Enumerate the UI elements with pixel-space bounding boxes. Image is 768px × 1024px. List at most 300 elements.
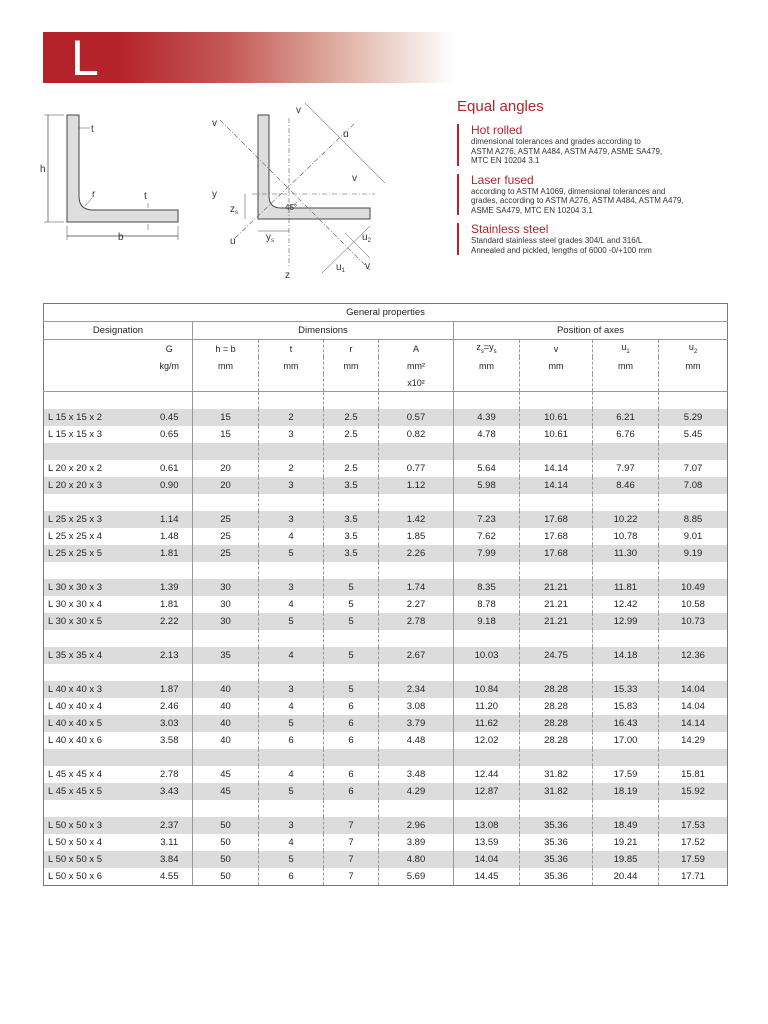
legend-block-laser-fused — [457, 174, 737, 216]
cell-zs-ys: 8.35 — [454, 579, 520, 596]
cell-v: 17.68 — [520, 511, 593, 528]
cell-v: 31.82 — [520, 766, 593, 783]
cell-t: 2 — [259, 460, 324, 477]
cell-zs-ys: 8.78 — [454, 596, 520, 613]
col-u1: $u_1$ — [593, 340, 659, 358]
table-spacer-row — [44, 664, 728, 681]
cell-u2: 14.04 — [659, 698, 728, 715]
cell-designation: L 50 x 50 x 6 — [44, 868, 147, 886]
table-spacer-row — [44, 749, 728, 766]
cell-G: 0.65 — [160, 429, 179, 440]
cell-u1: 17.59 — [593, 766, 659, 783]
legend-line: ASME SA479, MTC EN 10204 3.1 — [471, 205, 593, 215]
legend-block-stainless-steel — [457, 223, 737, 255]
cell-r: 5 — [324, 647, 379, 664]
cell-designation: L 35 x 35 x 4 — [44, 647, 147, 664]
cell-G: 2.46 — [160, 701, 179, 712]
cell-G: 3.11 — [160, 837, 179, 848]
cell-hb: 50 — [193, 817, 259, 834]
cell-A: 0.82 — [379, 426, 454, 443]
cell-t: 5 — [259, 851, 324, 868]
cell-r: 7 — [324, 868, 379, 886]
cell-u1: 17.00 — [593, 732, 659, 749]
cell-u1: 16.43 — [593, 715, 659, 732]
legend-line: ASTM A276, ASTM A484, ASTM A479, ASME SA479, — [471, 146, 663, 156]
cell-A: 1.85 — [379, 528, 454, 545]
cell-designation: L 20 x 20 x 3 — [44, 477, 147, 494]
table-row — [44, 868, 728, 886]
table-spacer-row — [44, 800, 728, 817]
cell-u2: 7.08 — [659, 477, 728, 494]
cell-hb: 30 — [193, 613, 259, 630]
label-v-top: v — [296, 105, 301, 116]
cell-hb: 40 — [193, 732, 259, 749]
table-row — [44, 511, 728, 528]
cell-hb: 20 — [193, 460, 259, 477]
cell-v: 21.21 — [520, 596, 593, 613]
cell-u1: 11.81 — [593, 579, 659, 596]
cell-G: 4.55 — [147, 868, 193, 886]
cell-designation: L 15 x 15 x 2 — [44, 409, 147, 426]
table-row — [44, 715, 728, 732]
table-body — [44, 392, 728, 886]
cell-u1: 6.21 — [593, 409, 659, 426]
cell-G: 3.58 — [160, 735, 179, 746]
cell-hb: 45 — [193, 783, 259, 800]
cell-G: 2.78 — [160, 769, 179, 780]
cell-u2: 10.49 — [659, 579, 728, 596]
cell-u1: 6.76 — [593, 426, 659, 443]
cell-A: 2.26 — [379, 545, 454, 562]
label-r: r — [92, 189, 96, 200]
cell-hb: 40 — [193, 715, 259, 732]
cell-u1: 18.49 — [593, 817, 659, 834]
cell-v: 10.61 — [520, 426, 593, 443]
cell-A: 2.27 — [379, 596, 454, 613]
cell-v: 21.21 — [520, 579, 593, 596]
cell-u2: 10.58 — [659, 596, 728, 613]
cell-G: 0.90 — [147, 477, 193, 494]
cell-zs-ys: 13.59 — [454, 834, 520, 851]
cell-A: 2.78 — [379, 613, 454, 630]
cell-r: 6 — [324, 766, 379, 783]
label-b: b — [118, 232, 124, 243]
table-row — [44, 834, 728, 851]
cell-A: 5.69 — [379, 868, 454, 886]
cell-v: 24.75 — [520, 647, 593, 664]
cell-zs-ys: 7.23 — [454, 511, 520, 528]
cell-zs-ys: 14.04 — [454, 851, 520, 868]
label-t-right: t — [144, 191, 147, 202]
table-row — [44, 477, 728, 494]
cell-designation: L 25 x 25 x 4 — [44, 528, 147, 545]
cell-A: 2.34 — [379, 681, 454, 698]
cell-u1: 10.22 — [593, 511, 659, 528]
cell-u1: 15.33 — [593, 681, 659, 698]
cell-designation: L 40 x 40 x 3 — [44, 681, 147, 698]
cell-r: 3.5 — [324, 477, 379, 494]
cell-r: 2.5 — [324, 426, 379, 443]
cell-G: 2.13 — [147, 647, 193, 664]
cell-designation: L 50 x 50 x 4 — [44, 834, 147, 851]
col-v: v — [520, 340, 593, 358]
cell-t: 6 — [259, 732, 324, 749]
cell-r: 6 — [324, 783, 379, 800]
group-designation: Designation — [44, 322, 193, 340]
cell-zs-ys: 4.39 — [454, 409, 520, 426]
table-row — [44, 681, 728, 698]
cell-u2: 7.07 — [659, 460, 728, 477]
cell-t: 4 — [259, 834, 324, 851]
cell-v: 28.28 — [520, 715, 593, 732]
legend-line: according to ASTM A1069, dimensional tolerances and — [471, 186, 666, 196]
cell-A: 1.74 — [379, 579, 454, 596]
cell-designation: L 15 x 15 x 3 — [44, 426, 147, 443]
label-v-top-left: v — [212, 118, 217, 129]
cell-r: 3.5 — [324, 528, 379, 545]
cell-hb: 35 — [193, 647, 259, 664]
table-row — [44, 851, 728, 868]
cell-A: 4.48 — [379, 732, 454, 749]
cell-t: 6 — [259, 868, 324, 886]
cell-designation: L 25 x 25 x 3 — [44, 511, 147, 528]
cell-r: 5 — [324, 596, 379, 613]
cell-hb: 45 — [193, 766, 259, 783]
cell-hb: 25 — [193, 511, 259, 528]
col-u2: $u_2$ — [659, 340, 728, 358]
cell-u1: 8.46 — [593, 477, 659, 494]
cell-v: 28.28 — [520, 732, 593, 749]
cell-u1: 18.19 — [593, 783, 659, 800]
cell-t: 4 — [259, 596, 324, 613]
legend-line: dimensional tolerances and grades according to — [471, 137, 641, 146]
table-row — [44, 409, 728, 426]
cell-v: 14.14 — [520, 460, 593, 477]
cell-A: 3.08 — [379, 698, 454, 715]
legend-block-hot-rolled — [457, 124, 737, 166]
cell-designation: L 40 x 40 x 4 — [44, 698, 147, 715]
cell-A: 3.48 — [379, 766, 454, 783]
cell-t: 3 — [259, 817, 324, 834]
legend-line: MTC EN 10204 3.1 — [471, 156, 540, 165]
cell-t: 4 — [259, 766, 324, 783]
cell-r: 3.5 — [324, 511, 379, 528]
cell-zs-ys: 4.78 — [454, 426, 520, 443]
cell-A: 2.67 — [379, 647, 454, 664]
cell-G: 1.14 — [147, 511, 193, 528]
cell-zs-ys: 11.62 — [454, 715, 520, 732]
cell-u2: 17.53 — [659, 817, 728, 834]
cell-zs-ys: 10.03 — [454, 647, 520, 664]
cell-r: 7 — [324, 817, 379, 834]
cell-zs-ys: 9.18 — [454, 613, 520, 630]
table-row — [44, 545, 728, 562]
table-row — [44, 698, 728, 715]
cell-A: 1.42 — [379, 511, 454, 528]
cell-G: 1.81 — [147, 545, 193, 562]
cell-u1: 11.30 — [593, 545, 659, 562]
cell-u1: 12.42 — [593, 596, 659, 613]
cell-v: 28.28 — [520, 681, 593, 698]
cell-zs-ys: 7.62 — [454, 528, 520, 545]
cell-t: 2 — [259, 409, 324, 426]
table-row — [44, 766, 728, 783]
cell-designation: L 40 x 40 x 6 — [44, 732, 147, 749]
label-u1: $u_1$ — [336, 262, 345, 274]
cell-u2: 14.14 — [659, 715, 728, 732]
cell-hb: 30 — [193, 579, 259, 596]
cell-G: 2.22 — [147, 613, 193, 630]
label-zs: $z_s$ — [230, 204, 238, 216]
cell-t: 5 — [259, 545, 324, 562]
table-row — [44, 579, 728, 596]
cell-u2: 9.19 — [659, 545, 728, 562]
cell-u2: 5.29 — [659, 409, 728, 426]
group-position-of-axes: Position of axes — [454, 322, 728, 340]
cell-v: 14.14 — [520, 477, 593, 494]
legend-subtitle: Laser fused — [471, 172, 534, 187]
cell-zs-ys: 5.98 — [454, 477, 520, 494]
general-properties-heading: General properties — [44, 304, 728, 322]
cell-G: 0.45 — [147, 409, 193, 426]
cell-v: 35.36 — [520, 834, 593, 851]
label-ys: $y_s$ — [266, 232, 274, 244]
table-row — [44, 817, 728, 834]
cell-t: 3 — [259, 511, 324, 528]
cell-hb: 50 — [193, 851, 259, 868]
label-u2: $u_2$ — [362, 232, 371, 244]
cell-designation: L 50 x 50 x 3 — [44, 817, 147, 834]
label-angle-45: 45° — [285, 203, 298, 212]
cell-v: 31.82 — [520, 783, 593, 800]
cell-r: 6 — [324, 698, 379, 715]
cell-t: 5 — [259, 783, 324, 800]
legend-subtitle: Hot rolled — [471, 123, 523, 137]
unit-A-factor: x10² — [379, 374, 454, 392]
cell-u2: 17.71 — [659, 868, 728, 886]
cell-hb: 20 — [193, 477, 259, 494]
cell-designation: L 30 x 30 x 3 — [44, 579, 147, 596]
cell-u1: 19.85 — [593, 851, 659, 868]
unit-hb: mm — [193, 357, 259, 374]
cell-u2: 5.45 — [659, 426, 728, 443]
cell-r: 2.5 — [324, 409, 379, 426]
cell-hb: 50 — [193, 834, 259, 851]
cell-v: 21.21 — [520, 613, 593, 630]
label-h: h — [40, 164, 46, 175]
cell-r: 5 — [324, 681, 379, 698]
col-r: r — [324, 340, 379, 358]
cell-hb: 15 — [193, 409, 259, 426]
table-row — [44, 783, 728, 800]
cell-v: 17.68 — [520, 528, 593, 545]
cell-r: 6 — [324, 732, 379, 749]
table-row — [44, 460, 728, 477]
cell-u1: 10.78 — [593, 528, 659, 545]
cell-designation: L 45 x 45 x 5 — [44, 783, 147, 800]
unit-u2: mm — [659, 357, 728, 374]
cell-u1: 20.44 — [593, 868, 659, 886]
table-spacer-row — [44, 443, 728, 460]
unit-r: mm — [324, 357, 379, 374]
cell-v: 28.28 — [520, 698, 593, 715]
cell-v: 17.68 — [520, 545, 593, 562]
cell-hb: 40 — [193, 681, 259, 698]
cell-zs-ys: 13.08 — [454, 817, 520, 834]
cell-A: 1.12 — [379, 477, 454, 494]
unit-zs-ys: mm — [454, 357, 520, 374]
cell-v: 10.61 — [520, 409, 593, 426]
cell-zs-ys: 5.64 — [454, 460, 520, 477]
cell-u1: 14.18 — [593, 647, 659, 664]
cell-r: 3.5 — [324, 545, 379, 562]
label-u-top: u — [343, 129, 349, 140]
legend-line: Annealed and pickled, lengths of 6000 -0/+100 mm — [471, 245, 652, 255]
col-zs-ys: $z_s=y_s$ — [454, 340, 520, 358]
cell-G: 1.87 — [147, 681, 193, 698]
cell-designation: L 30 x 30 x 4 — [44, 596, 147, 613]
cell-u2: 17.59 — [659, 851, 728, 868]
cell-u1: 7.97 — [593, 460, 659, 477]
legend-line: Standard stainless steel grades 304/L and 316/L — [471, 236, 643, 245]
cell-r: 7 — [324, 851, 379, 868]
cell-zs-ys: 12.44 — [454, 766, 520, 783]
cell-designation: L 50 x 50 x 5 — [44, 851, 147, 868]
cell-r: 2.5 — [324, 460, 379, 477]
properties-table — [43, 303, 728, 886]
cell-designation: L 25 x 25 x 5 — [44, 545, 147, 562]
header-banner — [43, 30, 455, 86]
label-y: y — [212, 189, 217, 200]
unit-u1: mm — [593, 357, 659, 374]
col-t: t — [259, 340, 324, 358]
group-dimensions: Dimensions — [193, 322, 454, 340]
cell-A: 4.29 — [379, 783, 454, 800]
unit-t: mm — [259, 357, 324, 374]
unit-A: mm² — [379, 357, 454, 374]
cell-u2: 10.73 — [659, 613, 728, 630]
cell-designation: L 45 x 45 x 4 — [44, 766, 147, 783]
cell-zs-ys: 11.20 — [454, 698, 520, 715]
cell-designation: L 30 x 30 x 5 — [44, 613, 147, 630]
cell-t: 4 — [259, 647, 324, 664]
label-z: z — [285, 270, 290, 281]
table-row — [44, 732, 728, 749]
cell-u2: 8.85 — [659, 511, 728, 528]
cell-v: 35.36 — [520, 817, 593, 834]
cell-designation: L 40 x 40 x 5 — [44, 715, 147, 732]
cell-r: 5 — [324, 613, 379, 630]
cell-G: 3.43 — [147, 783, 193, 800]
cell-u1: 19.21 — [593, 834, 659, 851]
table-row — [44, 647, 728, 664]
cell-u2: 14.29 — [659, 732, 728, 749]
banner-letter: L — [71, 30, 99, 86]
cell-t: 3 — [259, 579, 324, 596]
cell-u2: 12.36 — [659, 647, 728, 664]
cell-hb: 50 — [193, 868, 259, 886]
cell-A: 2.96 — [379, 817, 454, 834]
cell-zs-ys: 7.99 — [454, 545, 520, 562]
cell-zs-ys: 14.45 — [454, 868, 520, 886]
cell-u1: 12.99 — [593, 613, 659, 630]
cell-hb: 30 — [193, 596, 259, 613]
cell-A: 0.77 — [379, 460, 454, 477]
unit-G: kg/m — [159, 360, 179, 371]
legend-subtitle: Stainless steel — [471, 222, 549, 236]
cell-hb: 25 — [193, 528, 259, 545]
cell-r: 7 — [324, 834, 379, 851]
cell-A: 0.57 — [379, 409, 454, 426]
cell-hb: 25 — [193, 545, 259, 562]
col-G: G — [165, 343, 173, 354]
cell-v: 35.36 — [520, 851, 593, 868]
cell-t: 3 — [259, 477, 324, 494]
cell-A: 3.79 — [379, 715, 454, 732]
cell-u2: 15.81 — [659, 766, 728, 783]
cell-u2: 9.01 — [659, 528, 728, 545]
cell-t: 5 — [259, 715, 324, 732]
cell-u1: 15.83 — [593, 698, 659, 715]
cell-r: 5 — [324, 579, 379, 596]
product-legend — [457, 98, 737, 263]
label-v-mid: v — [352, 173, 357, 184]
cell-G: 3.03 — [147, 715, 193, 732]
label-v-bottom: v — [365, 261, 370, 272]
cell-u2: 14.04 — [659, 681, 728, 698]
unit-v: mm — [520, 357, 593, 374]
cell-A: 4.80 — [379, 851, 454, 868]
cell-hb: 15 — [193, 426, 259, 443]
cell-G: 1.48 — [160, 531, 179, 542]
table-spacer-row — [44, 562, 728, 579]
l-section-shape — [67, 115, 178, 222]
legend-line: grades, according to ASTM A276, ASTM A484, ASTM A479, — [471, 196, 684, 205]
table-spacer-row — [44, 630, 728, 647]
table-row — [44, 596, 728, 613]
cell-designation: L 20 x 20 x 2 — [44, 460, 147, 477]
cell-hb: 40 — [193, 698, 259, 715]
cell-u2: 15.92 — [659, 783, 728, 800]
table-spacer-row — [44, 494, 728, 511]
angle-section-diagram — [40, 98, 440, 283]
cell-t: 3 — [259, 426, 324, 443]
cell-r: 6 — [324, 715, 379, 732]
cell-zs-ys: 10.84 — [454, 681, 520, 698]
cell-G: 0.61 — [160, 463, 179, 474]
table-row — [44, 426, 728, 443]
cell-v: 35.36 — [520, 868, 593, 886]
cell-A: 3.89 — [379, 834, 454, 851]
cell-G: 1.81 — [160, 599, 179, 610]
l-section-axes-shape — [258, 115, 370, 219]
cell-t: 5 — [259, 613, 324, 630]
label-t-left: t — [91, 124, 94, 135]
cell-t: 4 — [259, 698, 324, 715]
cell-u2: 17.52 — [659, 834, 728, 851]
col-hb: h = b — [193, 340, 259, 358]
col-A: A — [379, 340, 454, 358]
cell-t: 4 — [259, 528, 324, 545]
cell-zs-ys: 12.87 — [454, 783, 520, 800]
cell-G: 3.84 — [147, 851, 193, 868]
label-u-bottom: u — [230, 236, 236, 247]
table-row — [44, 613, 728, 630]
cell-t: 3 — [259, 681, 324, 698]
cell-zs-ys: 12.02 — [454, 732, 520, 749]
legend-title: Equal angles — [457, 98, 544, 115]
table-row — [44, 528, 728, 545]
